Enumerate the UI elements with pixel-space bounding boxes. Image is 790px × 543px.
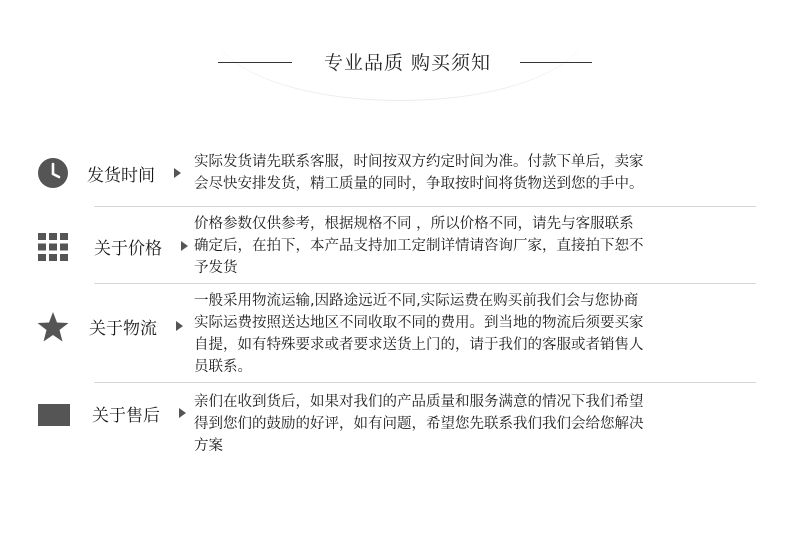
section-shipping-time [0,150,790,200]
description-line: 方案 [194,438,223,454]
header-line-left [218,62,292,63]
section-description [194,213,754,279]
arrow-icon [181,241,188,251]
section-logistics [0,289,790,381]
section-after-sales [0,388,790,458]
description-line: 一般采用物流运输,因路途远近不同,实际运费在购买前我们会与您协商 [194,293,639,309]
section-price [0,212,790,282]
description-line: 得到您们的鼓励的好评，如有问题，希望您先联系我们我们会给您解决 [194,416,644,432]
section-label: 关于物流 [89,319,157,339]
section-divider [94,206,756,207]
description-line: 会尽快安排发货，精工质量的同时，争取按时间将货物送到您的手中。 [194,176,644,192]
description-line: 实际运费按照送达地区不同收取不同的费用。到当地的物流后须要买家 [194,315,644,331]
grid-icon [36,230,70,264]
section-label: 关于售后 [92,406,160,426]
section-description [194,151,754,195]
description-line: 自提，如有特殊要求或者要求送货上门的，请于我们的客服或者销售人 [194,337,644,353]
section-description [194,290,754,378]
section-label: 关于价格 [94,239,162,259]
arrow-icon [174,168,181,178]
section-description [194,391,754,457]
section-divider [94,283,756,284]
description-line: 员联系。 [194,359,252,375]
section-label: 发货时间 [87,166,155,186]
page-header [0,44,790,80]
description-line: 亲们在收到货后，如果对我们的产品质量和服务满意的情况下我们希望 [194,394,644,410]
clock-icon [36,156,70,190]
star-icon [36,310,70,344]
description-line: 价格参数仅供参考，根据规格不同 ，所以价格不同，请先与客服联系 [194,216,634,232]
arrow-icon [176,321,183,331]
description-line: 予发货 [194,260,238,276]
header-line-right [520,62,592,63]
rectangle-icon [38,398,70,432]
arrow-icon [179,408,186,418]
description-line: 实际发货请先联系客服，时间按双方约定时间为准。付款下单后，卖家 [194,154,644,170]
section-divider [94,382,756,383]
description-line: 确定后，在拍下，本产品支持加工定制详情请咨询厂家，直接拍下恕不 [194,238,644,254]
page-title: 专业品质 购买须知 [323,52,492,74]
